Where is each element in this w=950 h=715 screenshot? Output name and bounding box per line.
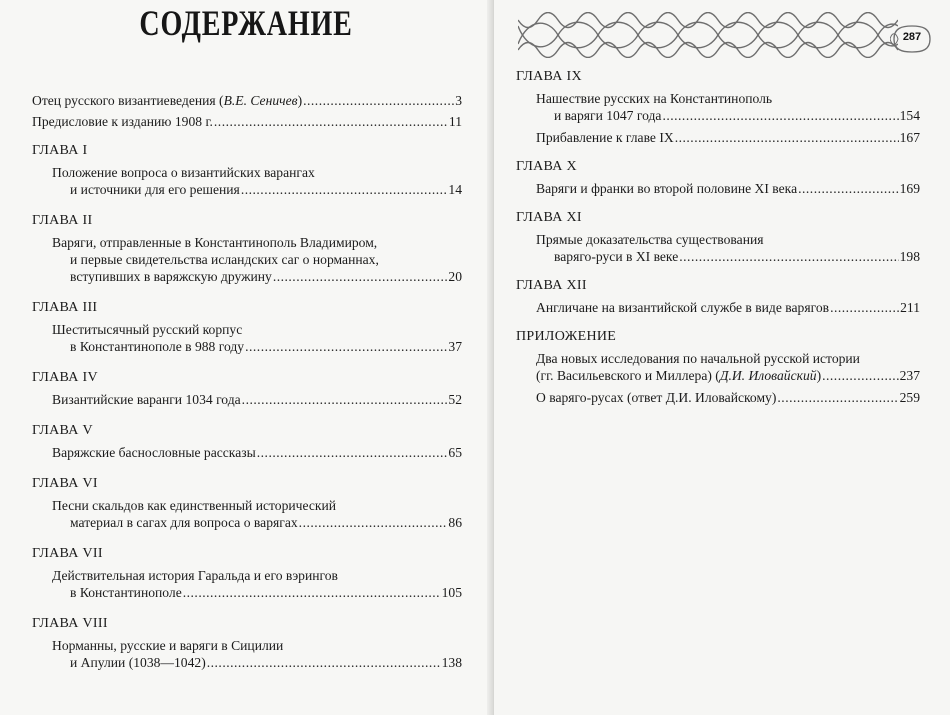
toc-entry <box>32 497 462 531</box>
toc-chapter <box>516 158 920 197</box>
toc-entry <box>516 350 920 384</box>
celtic-knot-ornament-icon <box>518 12 898 58</box>
left-chapters <box>32 142 462 671</box>
toc-page-number: 65 <box>448 445 462 460</box>
dot-leader <box>662 107 898 124</box>
toc-chapter <box>32 615 462 671</box>
toc-entry <box>32 444 462 461</box>
page-title: СОДЕРЖАНИЕ <box>139 3 353 43</box>
toc-entry <box>516 231 920 265</box>
chapter-heading: ПРИЛОЖЕНИЕ <box>516 329 617 344</box>
toc-entry-text <box>536 129 674 146</box>
toc-page-number: 20 <box>448 269 462 284</box>
toc-entry-title: О варяго-русах (ответ Д.И. Иловайскому) <box>536 390 777 405</box>
toc-entry-last-line <box>52 181 462 198</box>
toc-entry-text <box>70 584 182 601</box>
toc-entry-line: Положение вопроса о византийских варангах <box>52 165 315 180</box>
toc-chapter <box>32 212 462 285</box>
chapter-heading: ГЛАВА IX <box>516 69 582 84</box>
toc-entry-title: Варяжские баснословные рассказы <box>52 445 256 460</box>
toc-entry-text <box>70 338 244 355</box>
toc-entry-title: в Константинополе в 988 году <box>70 339 245 354</box>
toc-entry <box>32 234 462 285</box>
toc-chapter <box>516 68 920 146</box>
chapter-heading: ГЛАВА V <box>32 423 93 438</box>
toc-entry-title: Англичане на византийской службе в виде варягов <box>536 300 830 315</box>
dot-leader <box>241 181 448 198</box>
toc-entry <box>516 90 920 124</box>
dot-leader <box>303 92 454 109</box>
toc-entry-text <box>70 514 298 531</box>
toc-entry-last-line <box>536 389 920 406</box>
toc-entry-text <box>52 391 241 408</box>
toc-entry <box>32 391 462 408</box>
right-chapters <box>516 68 920 406</box>
toc-entry <box>32 321 462 355</box>
chapter-heading: ГЛАВА I <box>32 143 88 158</box>
toc-entry-title: (гг. Васильевского и Миллера) ( <box>536 368 720 383</box>
toc-entry-last-line <box>536 180 920 197</box>
toc-entry-title: и источники для его решения <box>70 182 240 197</box>
toc-entry-title: варяго-руси в XI веке <box>554 249 679 264</box>
toc-page-number: 138 <box>441 655 462 670</box>
toc-entry-title: Византийские варанги 1034 года <box>52 392 241 407</box>
toc-entry-suffix: ) <box>297 93 303 108</box>
dot-leader <box>822 367 899 384</box>
toc-entry-text <box>32 92 302 109</box>
toc-chapter <box>32 422 462 461</box>
toc-entry-line: Варяги, отправленные в Константинополь Владимиром, <box>52 235 378 250</box>
dot-leader <box>777 389 898 406</box>
toc-entry <box>516 389 920 406</box>
toc-left <box>32 92 462 676</box>
toc-entry-line: Действительная история Гаральда и его вэрингов <box>52 568 338 583</box>
dot-leader <box>207 654 441 671</box>
chapter-heading: ГЛАВА X <box>516 159 577 174</box>
toc-entry-title: и Апулии (1038—1042) <box>70 655 206 670</box>
toc-entry-title: Отец русского византиеведения ( <box>32 93 224 108</box>
dot-leader <box>257 444 448 461</box>
dot-leader <box>675 129 899 146</box>
toc-chapter <box>32 142 462 198</box>
toc-entry-text <box>32 113 213 130</box>
dot-leader <box>242 391 448 408</box>
toc-entry-line: и первые свидетельства исландских саг о норманнах, <box>70 252 379 267</box>
chapter-heading: ГЛАВА VII <box>32 546 103 561</box>
dot-leader <box>830 299 899 316</box>
toc-entry-text <box>536 389 776 406</box>
toc-entry-text <box>536 180 797 197</box>
toc-entry-title: вступивших в варяжскую дружину <box>70 269 272 284</box>
chapter-heading: ГЛАВА VI <box>32 476 98 491</box>
toc-page-number: 169 <box>899 181 920 196</box>
toc-entry-text <box>554 107 661 124</box>
toc-entry <box>32 637 462 671</box>
toc-chapter <box>32 369 462 408</box>
toc-entry-line: Шеститысячный русский корпус <box>52 322 243 337</box>
toc-entry-title: Предисловие к изданию 1908 г. <box>32 114 213 129</box>
toc-entry-last-line <box>52 444 462 461</box>
toc-entry-last-line <box>536 299 920 316</box>
toc-entry-line: Прямые доказательства существования <box>536 232 764 247</box>
toc-entry-last-line <box>536 107 920 124</box>
toc-page-number: 52 <box>448 392 462 407</box>
toc-page-number: 237 <box>899 368 920 383</box>
toc-entry-title: в Константинополе <box>70 585 182 600</box>
dot-leader <box>214 113 448 130</box>
toc-page-number: 11 <box>448 114 462 129</box>
toc-page-number: 167 <box>899 130 920 145</box>
toc-page-number: 259 <box>899 390 920 405</box>
toc-entry <box>516 180 920 197</box>
toc-chapter <box>32 545 462 601</box>
toc-chapter <box>516 209 920 265</box>
toc-entry-last-line <box>52 391 462 408</box>
toc-entry-last-line <box>52 584 462 601</box>
dot-leader <box>299 514 448 531</box>
toc-entry-text <box>536 367 821 384</box>
toc-entry-text <box>70 654 206 671</box>
toc-entry-text <box>52 444 256 461</box>
toc-page-number: 154 <box>899 108 920 123</box>
toc-page-number: 86 <box>448 515 462 530</box>
toc-page-number: 211 <box>900 300 920 315</box>
chapter-heading: ГЛАВА XI <box>516 210 582 225</box>
toc-entry <box>32 164 462 198</box>
toc-page-number: 105 <box>441 585 462 600</box>
front-matter <box>32 92 462 130</box>
toc-page-number: 14 <box>448 182 462 197</box>
toc-entry-last-line <box>52 514 462 531</box>
chapter-heading: ГЛАВА III <box>32 300 98 315</box>
toc-chapter <box>516 277 920 316</box>
dot-leader <box>679 248 898 265</box>
toc-entry-title: Варяги и франки во второй половине XI века <box>536 181 798 196</box>
toc-page-number: 37 <box>448 339 462 354</box>
toc-entry-last-line <box>536 248 920 265</box>
toc-entry-line: Песни скальдов как единственный исторический <box>52 498 337 513</box>
toc-entry-last-line <box>52 268 462 285</box>
toc-entry <box>516 299 920 316</box>
toc-chapter <box>32 299 462 355</box>
toc-entry-title: материал в сагах для вопроса о варягах <box>70 515 298 530</box>
toc-chapter <box>516 328 920 406</box>
toc-page-number: 198 <box>899 249 920 264</box>
toc-entry-text <box>554 248 678 265</box>
dot-leader <box>245 338 447 355</box>
chapter-heading: ГЛАВА II <box>32 213 93 228</box>
toc-chapter <box>32 475 462 531</box>
toc-right <box>516 68 920 411</box>
toc-entry-text <box>536 299 829 316</box>
toc-entry-suffix: ) <box>816 368 822 383</box>
toc-entry <box>516 129 920 146</box>
chapter-heading: ГЛАВА VIII <box>32 616 108 631</box>
toc-entry-last-line <box>536 129 920 146</box>
toc-entry <box>32 567 462 601</box>
toc-entry-last-line <box>536 367 920 384</box>
toc-entry-text <box>70 268 272 285</box>
toc-front-item <box>32 113 462 130</box>
page-number: 287 <box>902 31 922 43</box>
toc-entry-title: Прибавление к главе IX <box>536 130 674 145</box>
toc-entry-title: и варяги 1047 года <box>554 108 662 123</box>
dot-leader <box>183 584 441 601</box>
toc-page-number: 3 <box>455 93 462 108</box>
chapter-heading: ГЛАВА IV <box>32 370 98 385</box>
toc-entry-line: Нашествие русских на Константинополь <box>536 91 773 106</box>
toc-entry-line: Норманны, русские и варяги в Сицилии <box>52 638 284 653</box>
toc-entry-text <box>70 181 240 198</box>
dot-leader <box>798 180 899 197</box>
toc-entry-last-line <box>52 654 462 671</box>
toc-front-item <box>32 92 462 109</box>
toc-entry-line: Два новых исследования по начальной русской истории <box>536 351 860 366</box>
chapter-heading: ГЛАВА XII <box>516 278 587 293</box>
toc-entry-last-line <box>52 338 462 355</box>
toc-entry-author: В.Е. Сеничев <box>223 93 298 108</box>
dot-leader <box>273 268 448 285</box>
toc-entry-author: Д.И. Иловайский <box>719 368 817 383</box>
